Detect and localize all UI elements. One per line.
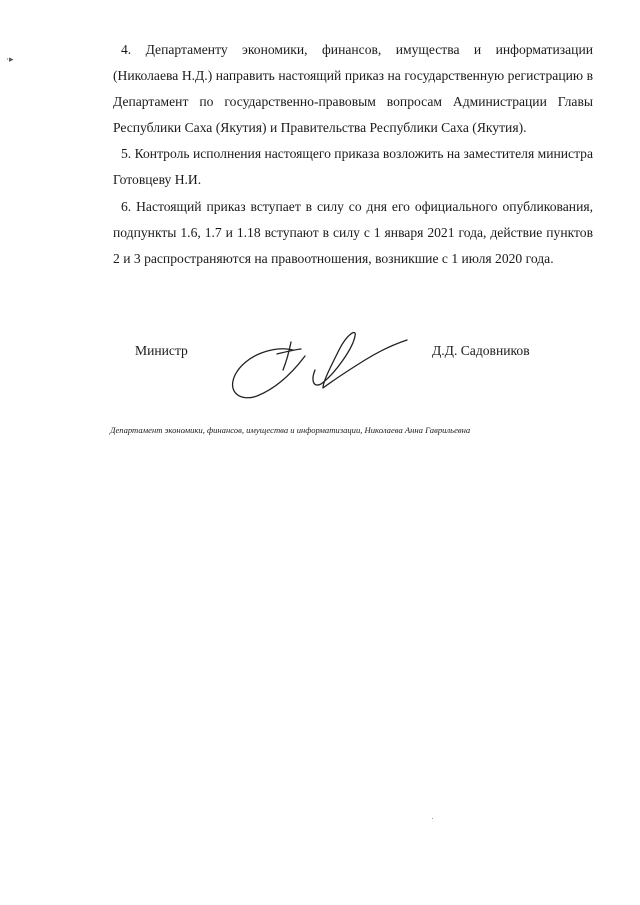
signatory-name: Д.Д. Садовников	[432, 343, 530, 358]
scan-artifact: ·▸	[6, 54, 14, 64]
signature-block	[0, 330, 640, 410]
paragraph-6: 6. Настоящий приказ вступает в силу со дня его официального опубликования, подпункты 1.6, 1.7 и 1.18 вступают в силу с 1 января 2021 года, действие пунктов 2 и 3 распространяются на правоотношения, возникшие с 1 июля 2020 года.	[113, 198, 593, 266]
paragraph-5: 5. Контроль исполнения настоящего приказа возложить на заместителя министра Готовцеву Н.И.	[113, 146, 593, 188]
executor-note: Департамент экономики, финансов, имущества и информатизации, Николаева Анна Гаврильевна	[110, 425, 471, 435]
document-body	[113, 37, 593, 272]
signatory-title: Министр	[135, 343, 188, 358]
scan-speck	[432, 818, 433, 819]
handwritten-signature	[225, 330, 425, 410]
paragraph-4: 4. Департаменту экономики, финансов, имущества и информатизации (Николаева Н.Д.) направить настоящий приказ на государственную регистрацию в Департамент по государственно-правовым вопросам Администрации Главы Республики Саха (Якутия) и Правительства Республики Саха (Якутия).	[113, 42, 593, 136]
